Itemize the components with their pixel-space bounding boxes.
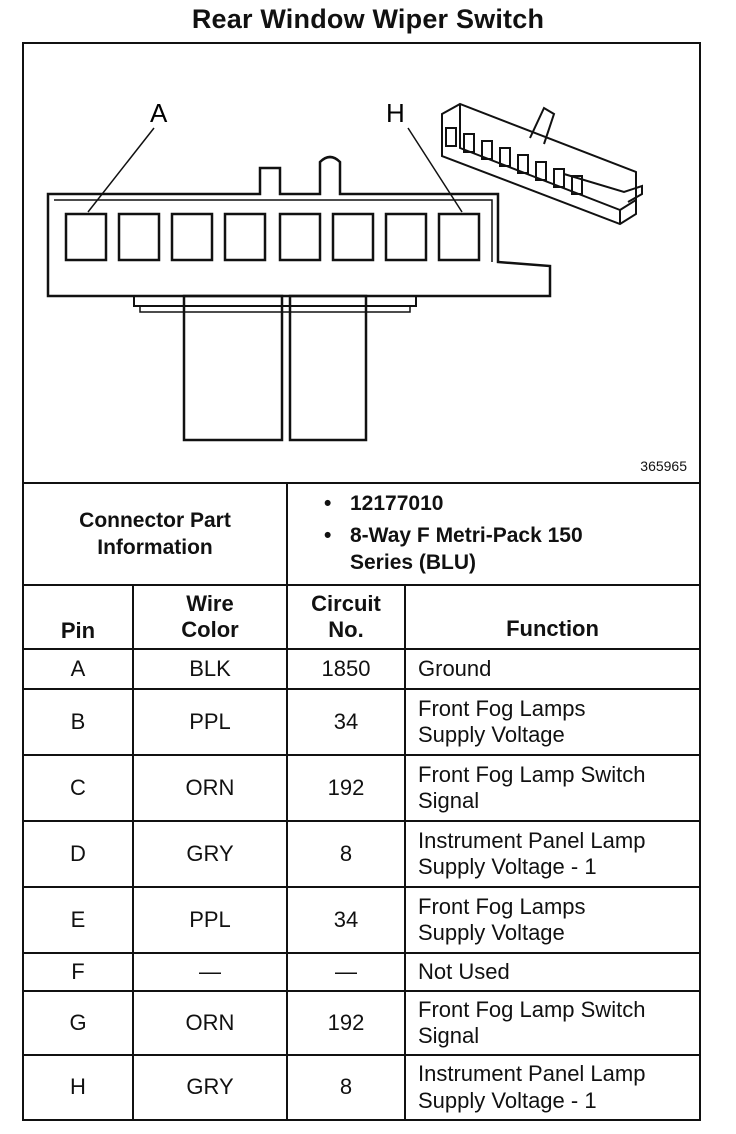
bullet-icon: • [324, 523, 332, 547]
cell-pin: D [70, 840, 86, 866]
cell-pin: F [71, 958, 85, 984]
pin-cavity-e [280, 214, 320, 260]
cell-circuit: 34 [333, 708, 359, 734]
callout-h-label: H [386, 98, 405, 128]
header-pin: Pin [60, 617, 96, 643]
cell-pin: E [70, 906, 86, 932]
connector-diagram [24, 44, 699, 482]
connector-info-list [324, 490, 604, 581]
connector-latch [134, 296, 416, 306]
cell-pin: A [70, 655, 86, 681]
pin-cavity-c [172, 214, 212, 260]
cell-wire-color: GRY [186, 840, 234, 866]
pin-cavity-g [386, 214, 426, 260]
cell-circuit: 8 [339, 1074, 353, 1100]
cell-function: Front Fog Lamps Supply Voltage [418, 893, 586, 945]
cell-function: Front Fog Lamps Supply Voltage [418, 695, 586, 747]
connector-info-label: Connector Part Information [79, 508, 231, 559]
connector-body-outline [48, 157, 550, 296]
cell-function: Front Fog Lamp Switch Signal [418, 761, 646, 813]
cell-wire-color: BLK [189, 655, 231, 681]
connector-3d-thumbnail [442, 104, 642, 224]
cell-wire-color: GRY [186, 1074, 234, 1100]
header-function: Function [506, 615, 599, 641]
cell-pin: G [69, 1009, 87, 1035]
harness-stem-left [184, 296, 282, 440]
cell-circuit: 8 [339, 840, 353, 866]
cell-pin: C [70, 774, 86, 800]
cell-circuit: — [335, 958, 357, 984]
cell-function: Not Used [418, 958, 510, 984]
cell-function: Instrument Panel Lamp Supply Voltage - 1 [418, 1061, 646, 1113]
header-circuit-no: Circuit No. [311, 590, 381, 642]
connector-info-item: • 8-Way F Metri-Pack 150 Series (BLU) [324, 523, 583, 575]
cell-wire-color: ORN [185, 774, 235, 800]
info-divider [286, 484, 288, 584]
page-title: Rear Window Wiper Switch [191, 4, 545, 34]
pin-cavity-f [333, 214, 373, 260]
cell-circuit: 192 [327, 1009, 365, 1035]
connector-info-item: • 12177010 [324, 490, 604, 518]
bullet-icon: • [324, 492, 332, 515]
cell-wire-color: PPL [189, 708, 231, 734]
cell-pin: H [70, 1074, 86, 1100]
cell-wire-color: PPL [189, 906, 231, 932]
pin-cavity-b [119, 214, 159, 260]
cell-circuit: 34 [333, 906, 359, 932]
cell-pin: B [70, 708, 86, 734]
cell-function: Instrument Panel Lamp Supply Voltage - 1 [418, 827, 646, 879]
pin-cavity-a [66, 214, 106, 260]
header-wire-color: Wire Color [181, 590, 239, 642]
figure-number: 365965 [640, 458, 687, 474]
callout-a-label: A [150, 98, 168, 128]
cell-function: Ground [418, 655, 492, 681]
cell-circuit: 192 [327, 774, 365, 800]
cell-function: Front Fog Lamp Switch Signal [418, 996, 646, 1048]
connector-drawing [24, 44, 699, 482]
pin-cavity-h [439, 214, 479, 260]
cell-wire-color: ORN [185, 1009, 235, 1035]
connector-sheet [22, 42, 701, 1121]
cell-wire-color: — [199, 958, 221, 984]
harness-stem-right [290, 296, 366, 440]
cell-circuit: 1850 [321, 655, 371, 681]
pin-cavity-d [225, 214, 265, 260]
